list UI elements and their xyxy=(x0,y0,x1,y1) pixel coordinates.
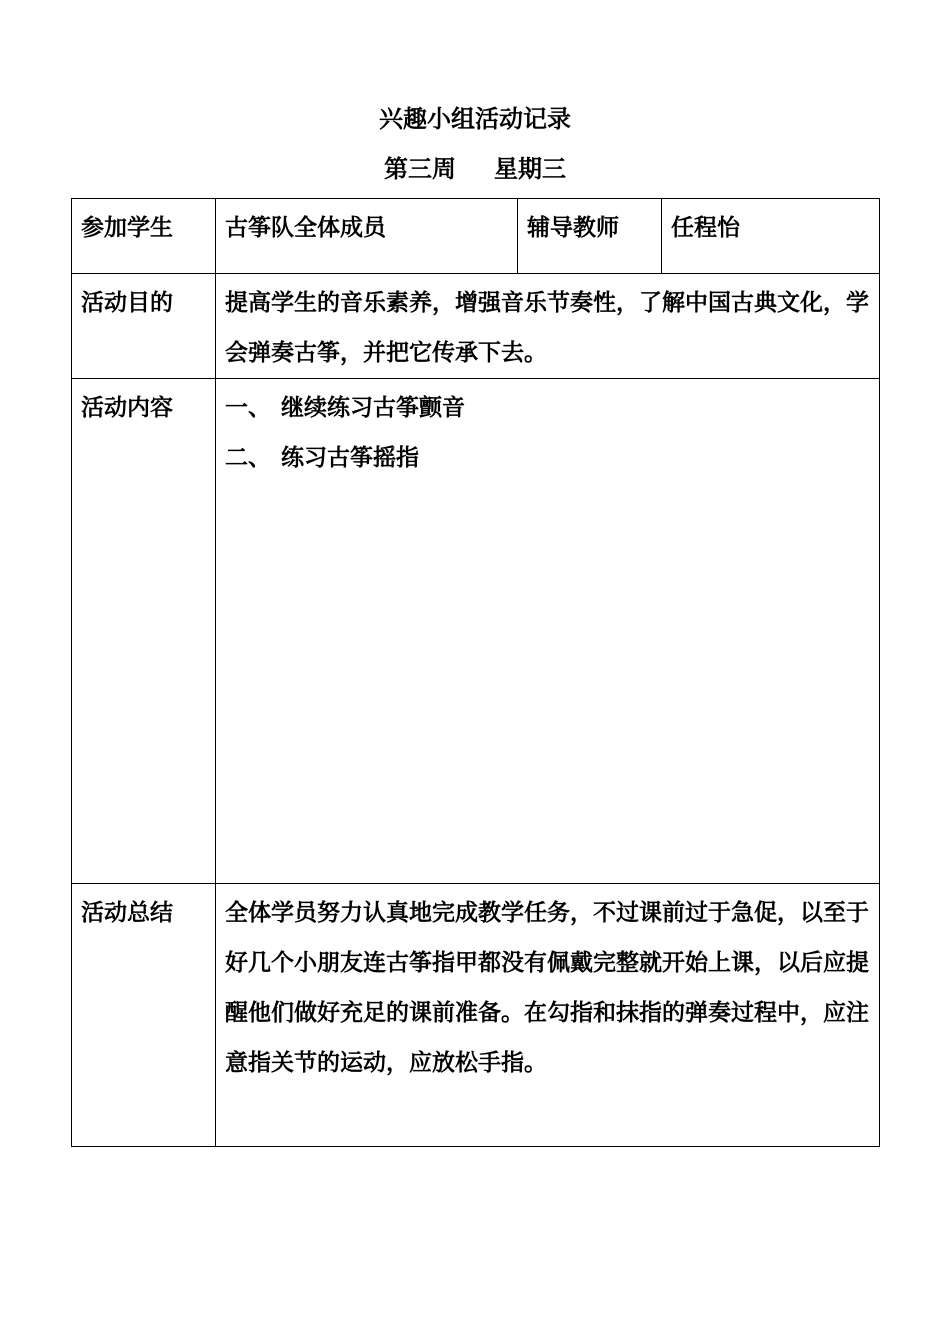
purpose-row xyxy=(72,274,880,379)
participants-label: 参加学生 xyxy=(72,199,216,274)
content-row xyxy=(72,379,880,884)
summary-value: 全体学员努力认真地完成教学任务，不过课前过于急促，以至于好几个小朋友连古筝指甲都没有佩戴完整就开始上课，以后应提醒他们做好充足的课前准备。在勾指和抹指的弹奏过程中，应注意指关节的运动，应放松手指。 xyxy=(216,884,880,1147)
summary-row xyxy=(72,884,880,1147)
weekday-label: 星期三 xyxy=(494,154,566,183)
content-item-text: 练习古筝摇指 xyxy=(281,444,419,471)
content-item xyxy=(225,383,870,433)
document-subtitle xyxy=(0,154,950,184)
week-label: 第三周 xyxy=(384,154,456,183)
content-item-number: 一、 xyxy=(225,394,271,421)
summary-label: 活动总结 xyxy=(72,884,216,1147)
content-value xyxy=(216,379,880,884)
teacher-label: 辅导教师 xyxy=(518,199,662,274)
participants-row xyxy=(72,199,880,274)
teacher-value: 任程怡 xyxy=(662,199,880,274)
content-label: 活动内容 xyxy=(72,379,216,884)
content-item-number: 二、 xyxy=(225,444,271,471)
content-item-text: 继续练习古筝颤音 xyxy=(281,394,465,421)
content-item xyxy=(225,433,870,483)
purpose-value: 提高学生的音乐素养，增强音乐节奏性，了解中国古典文化，学会弹奏古筝，并把它传承下去。 xyxy=(216,274,880,379)
document-title: 兴趣小组活动记录 xyxy=(379,104,571,133)
purpose-label: 活动目的 xyxy=(72,274,216,379)
participants-value: 古筝队全体成员 xyxy=(216,199,518,274)
activity-record-table xyxy=(71,198,880,1147)
